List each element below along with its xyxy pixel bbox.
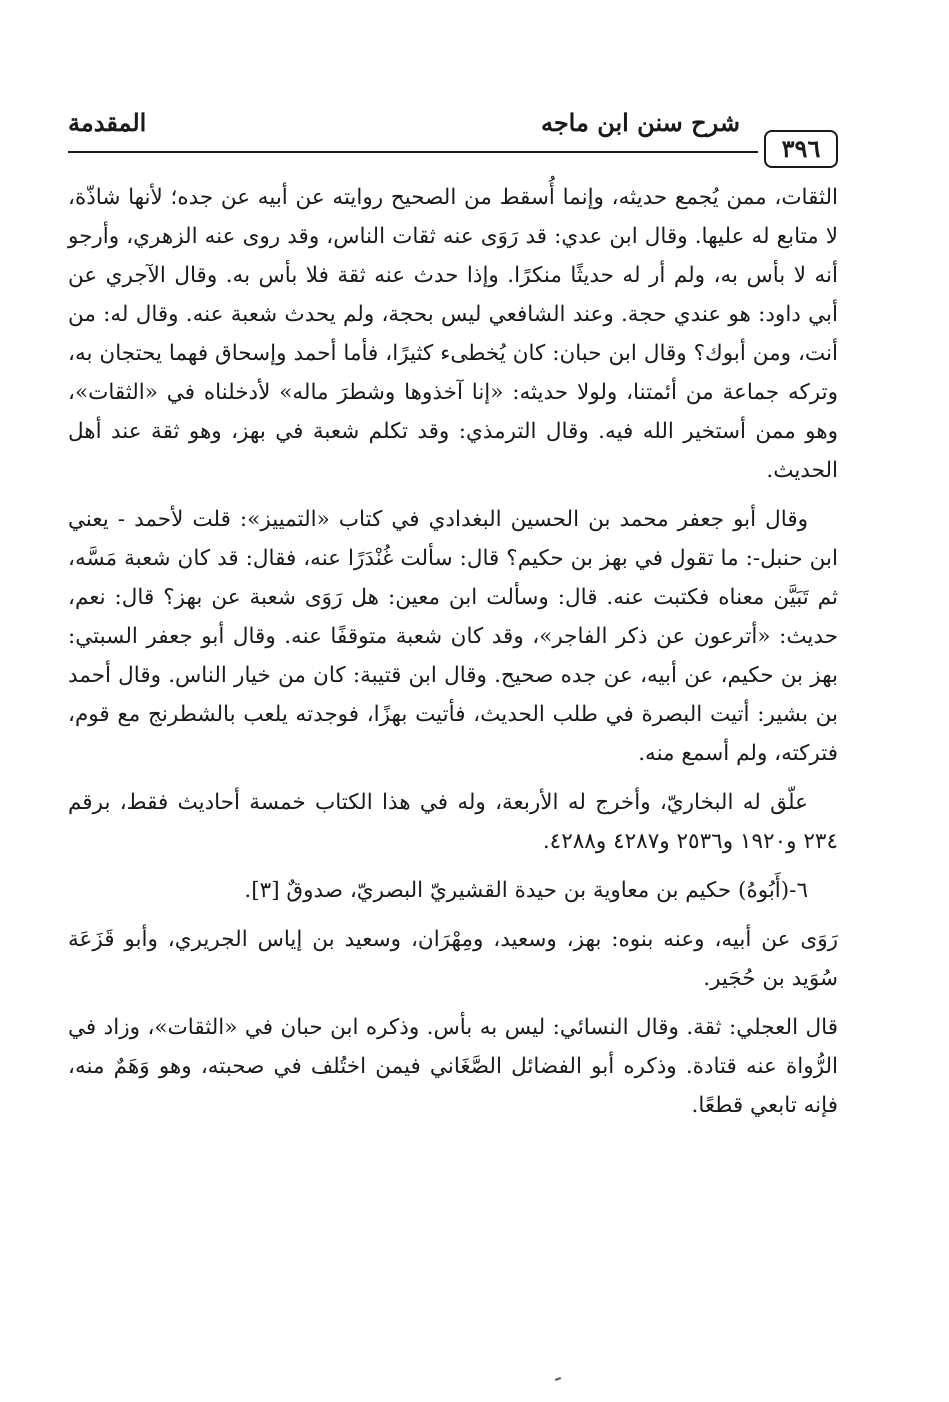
page-number: ٣٩٦	[764, 130, 838, 168]
narrator-entry-heading: ٦-(أَبُوهُ) حكيم بن معاوية بن حيدة القشيريّ البصريّ، صدوقٌ [٣].	[244, 878, 808, 903]
paragraph-narrators: رَوَى عن أبيه، وعنه بنوه: بهز، وسعيد، ومِهْرَان، وسعيد بن إياس الجريري، وأبو قَزَعَة سُوَيد بن حُجَير.	[68, 927, 838, 991]
page-body	[68, 178, 838, 1135]
page-header	[68, 108, 838, 163]
paragraph-tamyiz-quote: وقال أبو جعفر محمد بن الحسين البغدادي في كتاب «التمييز»: قلت لأحمد - يعني ابن حنبل-: ما تقول في بهز بن حكيم؟ قال: سألت غُنْدَرًا عنه، فقال: قد كان شعبة مَسَّه، ثم تَبَيَّن معناه فكتبت عنه. قال: وسألت ابن معين: هل رَوَى شعبة عن بهز؟ قال: نعم، حديث: «أترعون عن ذكر الفاجر»، وقد كان شعبة متوقفًا عنه. وقال أبو جعفر السبتي: بهز بن حكيم، عن أبيه، عن جده صحيح. وقال ابن قتيبة: كان من خيار الناس. وقال أحمد بن بشير: أتيت البصرة في طلب الحديث، فأتيت بهزًا، فوجدته يلعب بالشطرنج مع قوم، فتركته، ولم أسمع منه.	[68, 507, 838, 766]
header-rule	[68, 151, 758, 153]
ink-mark	[555, 1377, 561, 1381]
paragraph-continuation: الثقات، ممن يُجمع حديثه، وإنما أُسقط من الصحيح روايته عن أبيه عن جده؛ لأنها شاذّة، لا متابع له عليها. وقال ابن عدي: قد رَوَى عنه ثقات الناس، وقد روى عنه الزهري، وأرجو أنه لا بأس به، ولم أر له حديثًا منكرًا. وإذا حدث عنه ثقة فلا بأس به. وقال الآجري عن أبي داود: هو عندي حجة. وعند الشافعي ليس بحجة، ولم يحدث شعبة عنه. وقال له: من أنت، ومن أبوك؟ وقال ابن حبان: كان يُخطىء كثيرًا، فأما أحمد وإسحاق فهما يحتجان به، وتركه جماعة من أئمتنا، ولولا حديثه: «إنا آخذوها وشطرَ ماله» لأدخلناه في «الثقات»، وهو ممن أستخير الله فيه. وقال الترمذي: وقد تكلم شعبة في بهز، وهو ثقة عند أهل الحديث.	[68, 185, 838, 483]
book-title: شرح سنن ابن ماجه	[540, 108, 740, 137]
section-title: المقدمة	[68, 108, 147, 137]
paragraph-evaluations: قال العجلي: ثقة. وقال النسائي: ليس به بأس. وذكره ابن حبان في «الثقات»، وزاد في الرُّواة عنه قتادة. وذكره أبو الفضائل الصَّغَاني فيمن اختُلف في صحبته، وهو وَهَمٌ منه، فإنه تابعي قطعًا.	[68, 1015, 838, 1118]
paragraph-bukhari-note: علّق له البخاريّ، وأخرج له الأربعة، وله في هذا الكتاب خمسة أحاديث فقط، برقم ٢٣٤ و١٩٢٠ و٢٥٣٦ و٤٢٨٧ و٤٢٨٨.	[68, 790, 838, 854]
